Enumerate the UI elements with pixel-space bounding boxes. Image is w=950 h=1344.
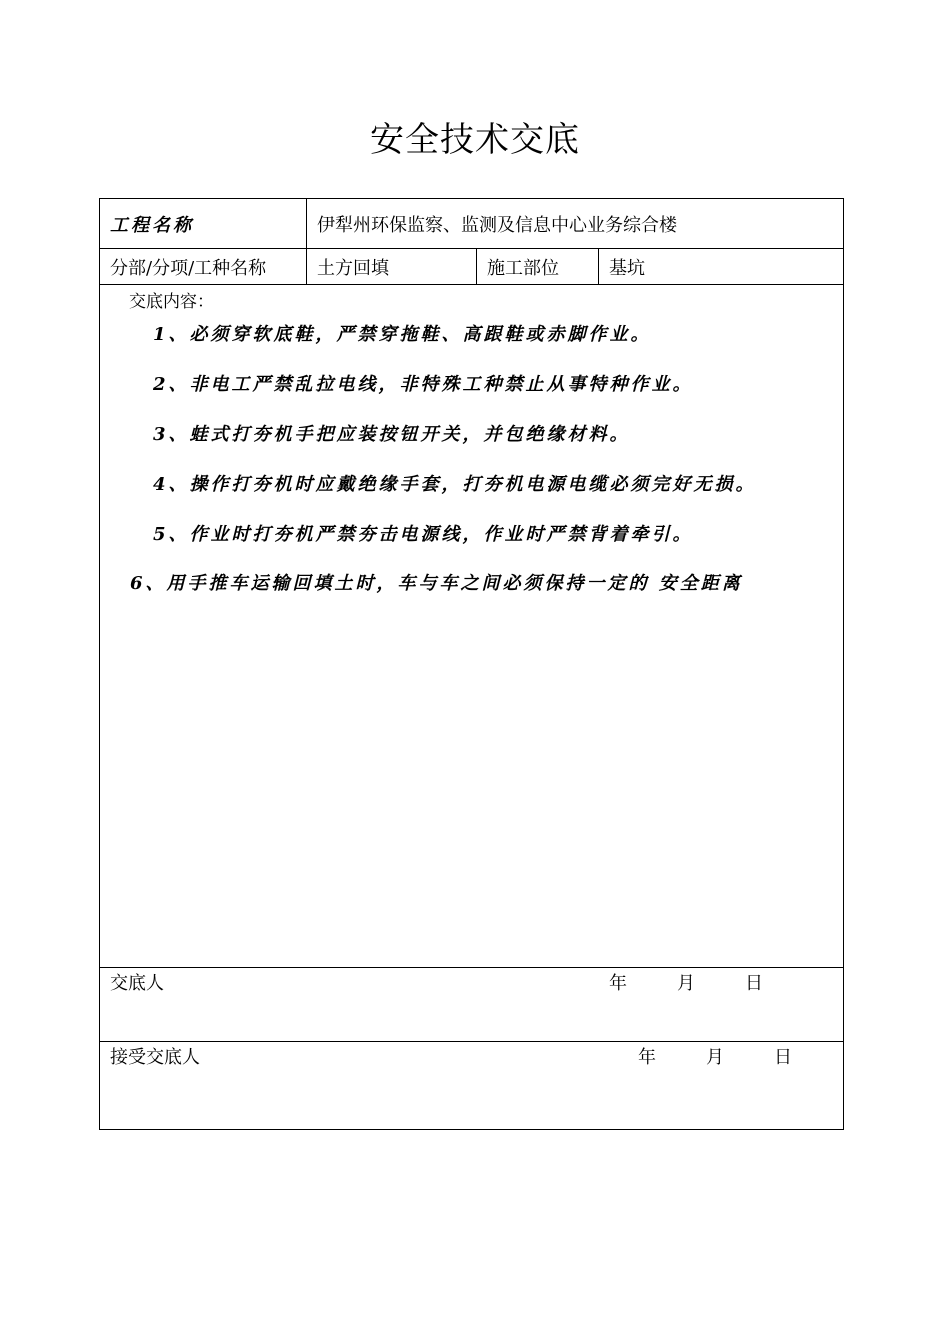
receiver-day-label: 日: [774, 1047, 792, 1068]
page-title: 安全技术交底: [370, 120, 580, 160]
discloser-year-label: 年: [609, 973, 627, 994]
discloser-month-label: 月: [677, 973, 695, 994]
location-value: 基坑: [599, 249, 844, 285]
receiver-cell: [100, 1042, 844, 1130]
location-label: 施工部位: [477, 249, 599, 285]
content-item-6: 6、用手推车运输回填土时，车与车之间必须保持一定的 安全距离: [130, 573, 743, 594]
content-heading: 交底内容：: [129, 292, 214, 312]
project-name-value: 伊犁州环保监察、监测及信息中心业务综合楼: [307, 199, 844, 249]
receiver-month-label: 月: [706, 1047, 724, 1068]
discloser-row: [100, 968, 844, 1042]
disclosure-form-table: [99, 198, 844, 1130]
content-item-1: 1、必须穿软底鞋，严禁穿拖鞋、高跟鞋或赤脚作业。: [153, 324, 652, 345]
subproject-value: 土方回填: [307, 249, 477, 285]
discloser-label: 交底人: [110, 973, 164, 994]
content-row: [100, 285, 844, 968]
content-item-3: 3、蛙式打夯机手把应装按钮开关，并包绝缘材料。: [153, 424, 631, 445]
project-row: [100, 199, 844, 249]
receiver-year-label: 年: [638, 1047, 656, 1068]
project-name-label: 工程名称: [100, 199, 307, 249]
subproject-row: [100, 249, 844, 285]
subproject-label: 分部/分项/工种名称: [100, 249, 307, 285]
receiver-label: 接受交底人: [110, 1047, 200, 1068]
discloser-cell: [100, 968, 844, 1042]
content-item-4: 4、操作打夯机时应戴绝缘手套，打夯机电源电缆必须完好无损。: [153, 474, 757, 495]
content-item-5: 5、作业时打夯机严禁夯击电源线，作业时严禁背着牵引。: [153, 524, 694, 545]
content-item-2: 2、非电工严禁乱拉电线，非特殊工种禁止从事特种作业。: [153, 374, 694, 395]
discloser-day-label: 日: [745, 973, 763, 994]
receiver-row: [100, 1042, 844, 1130]
content-cell: [100, 285, 844, 968]
